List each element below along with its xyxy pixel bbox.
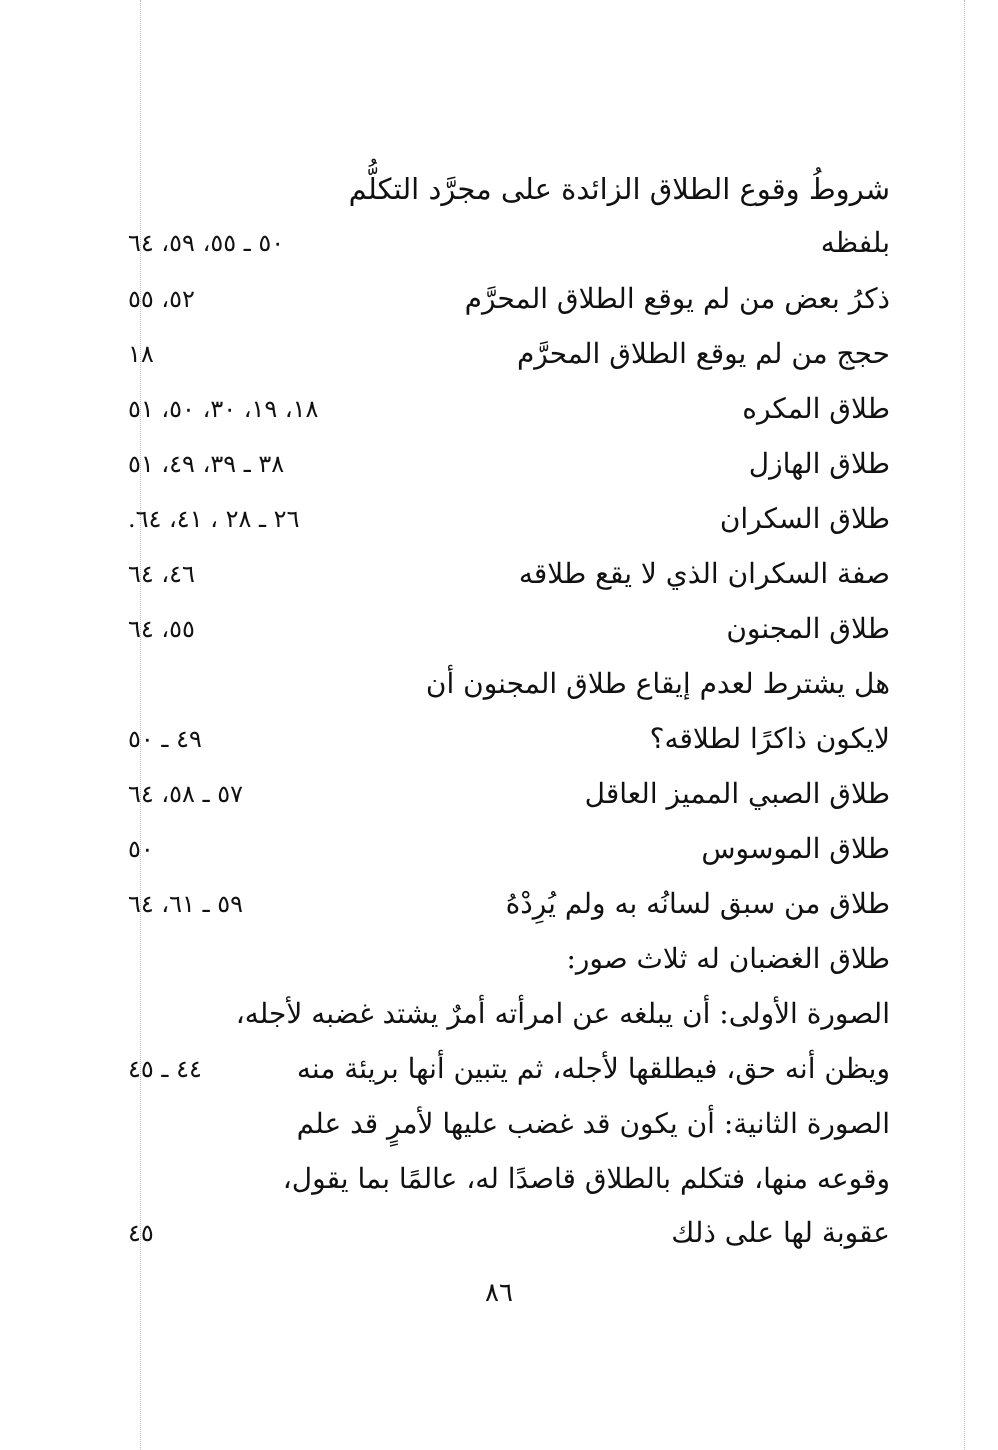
- index-entry-text: الصورة الأولى: أن يبلغه عن امرأته أمرٌ يشتد غضبه لأجله،: [235, 997, 890, 1030]
- index-entry-text: هل يشترط لعدم إيقاع طلاق المجنون أن: [425, 667, 890, 700]
- index-entry-text: الصورة الثانية: أن يكون قد غضب عليها لأمرٍ قد علم: [296, 1107, 890, 1140]
- index-entry-pages: ٥٠: [128, 835, 154, 863]
- index-entry-text: طلاق السكران: [719, 502, 890, 535]
- index-entry-text: طلاق الهازل: [748, 447, 890, 480]
- index-entry-pages: ١٨: [128, 340, 154, 368]
- index-entry-text: طلاق المجنون: [726, 612, 890, 645]
- index-entry-text: عقوبة لها على ذلك: [671, 1216, 890, 1249]
- index-entry-pages: ٤٩ ـ ٥٠: [128, 725, 202, 753]
- index-entry-text: طلاق المكره: [742, 392, 890, 425]
- index-entry-text: طلاق الصبي المميز العاقل: [584, 777, 890, 810]
- index-entry-pages: ٥٥، ٦٤: [128, 615, 195, 643]
- index-entry-pages: ٥٢، ٥٥: [128, 285, 195, 313]
- index-entry-pages: ١٨، ١٩، ٣٠، ٥٠، ٥١: [128, 395, 319, 423]
- index-entry-text: صفة السكران الذي لا يقع طلاقه: [518, 557, 890, 590]
- index-entry-pages: ٣٨ ـ ٣٩، ٤٩، ٥١: [128, 450, 285, 478]
- index-entry-text: طلاق الموسوس: [701, 832, 890, 865]
- index-entry-text: بلفظه: [820, 226, 890, 259]
- index-entry-text: وقوعه منها، فتكلم بالطلاق قاصدًا له، عالمًا بما يقول،: [282, 1162, 890, 1195]
- index-entry-text: طلاق الغضبان له ثلاث صور:: [566, 942, 890, 975]
- index-entry-pages: ٤٦، ٦٤: [128, 560, 195, 588]
- index-entry-pages: ٥٩ ـ ٦١، ٦٤: [128, 890, 244, 918]
- index-entry-pages: ٥٧ ـ ٥٨، ٦٤: [128, 780, 244, 808]
- index-entry-text: ويظن أنه حق، فيطلقها لأجله، ثم يتبين أنها بريئة منه: [296, 1052, 890, 1085]
- index-entry-pages: ٤٤ ـ ٤٥: [128, 1055, 202, 1083]
- index-entry-pages: ٤٥: [128, 1219, 154, 1247]
- index-entry-text: لايكون ذاكرًا لطلاقه؟: [649, 722, 890, 755]
- page-number: ٨٦: [485, 1278, 513, 1308]
- index-entry-text: ذكرُ بعض من لم يوقع الطلاق المحرَّم: [464, 282, 890, 315]
- index-entry-pages: ٥٠ ـ ٥٥، ٥٩، ٦٤: [128, 229, 285, 257]
- index-entry-text: حجج من لم يوقع الطلاق المحرَّم: [516, 337, 890, 370]
- index-entry-text: طلاق من سبق لسانُه به ولم يُرِدْهُ: [505, 887, 890, 920]
- index-entry-pages: ٢٦ ـ ٢٨ ، ٤١، ٦٤.: [128, 505, 300, 533]
- index-heading: شروطُ وقوع الطلاق الزائدة على مجرَّد التكلُّم: [348, 172, 890, 206]
